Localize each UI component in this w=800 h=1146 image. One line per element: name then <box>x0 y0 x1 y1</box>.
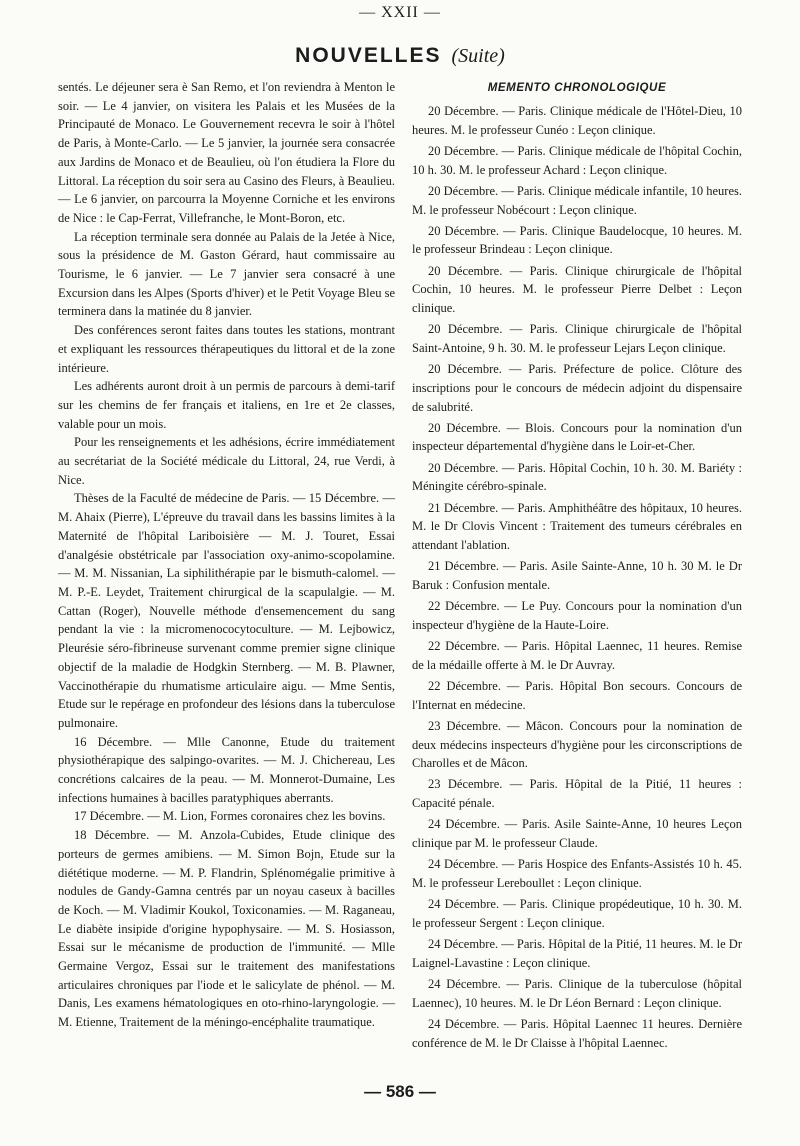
memento-entry: 22 Décembre. — Paris. Hôpital Laennec, 11 heures. Remise de la médaille offerte à M. le Dr Auvray. <box>412 638 742 672</box>
memento-entry: 24 Décembre. — Paris. Clinique propédeutique, 10 h. 30. M. le professeur Sergent : Leçon clinique. <box>412 897 742 930</box>
title-suffix: (Suite) <box>451 45 505 67</box>
memento-entry: 24 Décembre. — Paris. Hôpital Laennec 11 heures. Dernière conférence de M. le Dr Claisse à l'hôpital Laennec. <box>412 1016 742 1050</box>
memento-entry: 20 Décembre. — Paris. Clinique chirurgicale de l'hôpital Saint-Antoine, 9 h. 30. M. le professeur Lejars Leçon clinique. <box>412 322 742 355</box>
memento-entry: 22 Décembre. — Le Puy. Concours pour la nomination d'un inspecteur d'hygiène de la Haute-Loire. <box>412 599 742 632</box>
memento-entry: 21 Décembre. — Paris. Asile Sainte-Anne, 10 h. 30 M. le Dr Baruk : Confusion mentale. <box>412 559 742 592</box>
memento-entry: 24 Décembre. — Paris. Clinique de la tuberculose (hôpital Laennec), 10 heures. M. le Dr Léon Bernard : Leçon clinique. <box>412 976 742 1010</box>
memento-entry: 20 Décembre. — Paris. Clinique chirurgicale de l'hôpital Cochin, 10 heures. M. le professeur Pierre Delbet : Leçon clinique. <box>412 263 742 316</box>
memento-entry: 23 Décembre. — Mâcon. Concours pour la nomination de deux médecins inspecteurs d'hygiène pour les circonscriptions de Charolles et de Mâcon. <box>412 718 742 771</box>
paragraph: 18 Décembre. — M. Anzola-Cubides, Etude clinique des porteurs de germes amibiens. — M. Simon Bojn, Etude sur la diététique moderne. — M. P. Flandrin, Splénomégalie primitive à nodules de Gandy-Gamna centrés par un noyau caseux à bacilles de Koch. — M. Vladimir Koukol, Toxiconamies. — M. Raganeau, Le diabète insipide d'origine hypophysaire. — M. S. Hosiasson, Essai sur le mécanisme de production de l'immunité. — Mlle Germaine Vergoz, Essai sur le traitement des manifestations articulaires chroniques par l'iode et le salicylate de phénol. — M. Danis, Les examens hématologiques en oto-rhino-laryngologie. — M. Etienne, Traitement de la méningo-encéphalite traumatique. <box>58 828 395 1030</box>
left-column <box>58 78 395 1032</box>
title-main: NOUVELLES <box>295 44 442 67</box>
memento-entry: 24 Décembre. — Paris. Hôpital de la Pitié, 11 heures. M. le Dr Laignel-Lavastine : Leçon clinique. <box>412 937 742 970</box>
memento-entry: 24 Décembre. — Paris. Asile Sainte-Anne, 10 heures Leçon clinique par M. le professeur Claude. <box>412 817 742 851</box>
memento-entry: 24 Décembre. — Paris Hospice des Enfants-Assistés 10 h. 45. M. le professeur Lereboullet : Leçon clinique. <box>412 857 742 890</box>
paragraph: La réception terminale sera donnée au Palais de la Jetée à Nice, sous la présidence de M. Gaston Gérard, haut commissaire au Tourisme, le 6 janvier. — Le 7 janvier sera consacré à une Excursion dans les Alpes (Sports d'hiver) et le Petit Voyage Bleu se terminera dans la matinée du 8 janvier. <box>58 229 395 319</box>
memento-entry: 20 Décembre. — Paris. Clinique médicale infantile, 10 heures. M. le professeur Nobécourt : Leçon clinique. <box>412 183 742 217</box>
memento-entry: 20 Décembre. — Paris. Préfecture de police. Clôture des inscriptions pour le concours de médecin adjoint du dispensaire de salubrité. <box>412 362 742 414</box>
memento-entry: 23 Décembre. — Paris. Hôpital de la Pitié, 11 heures : Capacité pénale. <box>412 777 742 811</box>
memento-entry: 20 Décembre. — Paris. Clinique médicale de l'hôpital Cochin, 10 h. 30. M. le professeur Achard : Leçon clinique. <box>412 143 742 177</box>
right-column <box>412 80 742 1055</box>
roman-page-number: — XXII — <box>359 4 441 21</box>
memento-entry: 22 Décembre. — Paris. Hôpital Bon secours. Concours de l'Internat en médecine. <box>412 678 742 712</box>
memento-entry: 21 Décembre. — Paris. Amphithéâtre des hôpitaux, 10 heures. M. le Dr Clovis Vincent : Traitement des tumeurs cérébrales en attendant l'ablation. <box>412 500 742 552</box>
memento-entry: 20 Décembre. — Paris. Clinique médicale de l'Hôtel-Dieu, 10 heures. M. le professeur Cunéo : Leçon clinique. <box>412 104 742 137</box>
paragraph: 17 Décembre. — M. Lion, Formes coronaires chez les bovins. <box>74 809 386 824</box>
memento-entry: 20 Décembre. — Blois. Concours pour la nomination d'un inspecteur départemental d'hygiène dans le Loir-et-Cher. <box>412 420 742 454</box>
paragraph: Pour les renseignements et les adhésions, écrire immédiatement au secrétariat de la Société médicale du Littoral, 24, rue Verdi, à Nice. <box>58 435 395 487</box>
paragraph: Les adhérents auront droit à un permis de parcours à demi-tarif sur les chemins de fer français et italiens, en 1re et 2e classes, valable pour un mois. <box>58 379 395 431</box>
paragraph: 16 Décembre. — Mlle Canonne, Etude du traitement physiothérapique des salpingo-ovarites. — M. J. Chichereau, Les concrétions calcaires de la peau. — M. Monnerot-Dumaine, Les infections humaines à bacilles paratyphiques aberrants. <box>58 734 395 805</box>
paragraph: Des conférences seront faites dans toutes les stations, montrant et expliquant les ressources thérapeutiques du littoral et de la zone intérieure. <box>58 323 395 375</box>
section-title <box>0 44 800 70</box>
memento-entry: 20 Décembre. — Paris. Clinique Baudelocque, 10 heures. M. le professeur Brindeau : Leçon clinique. <box>412 223 742 257</box>
memento-heading: MEMENTO CHRONOLOGIQUE <box>487 82 667 94</box>
memento-entry: 20 Décembre. — Paris. Hôpital Cochin, 10 h. 30. M. Bariéty : Méningite cérébro-spinale. <box>412 460 742 494</box>
paragraph-theses: Thèses de la Faculté de médecine de Paris. — 15 Décembre. — M. Ahaix (Pierre), L'épreuve du travail dans les bassins limites à la Maternité de l'hôpital Lariboisière — M. J. Touret, Essai d'analgésie obstétricale par l'association oxy-animo-scopolamine. — M. M. Nissanian, La siphilithérapie par le bismuth-calomel. — M. P.-E. Leydet, Traitement chirurgical de la scapulalgie. — M. Cattan (Roger), Nouvelle méthode d'ensemencement du sang pendant la vie : la micromenococytoculture. — M. Lejbowicz, Pleurésie séro-fibrineuse survenant comme premier signe clinique objectif de la maladie de Hodgkin Sternberg. — M. B. Plawner, Vaccinothérapie du rhumatisme articulaire aigu. — Mme Sentis, Etude sur le repérage en profondeur des lésions dans la tuberculose pulmonaire. <box>58 491 395 730</box>
page-number: — 586 — <box>364 1082 436 1101</box>
paragraph: sentés. Le déjeuner sera è San Remo, et l'on reviendra à Menton le soir. — Le 4 janvier, on visitera les Palais et les Musées de la Principauté de Monaco. Le Gouvernement recevra le soir à l'hôtel de Paris, à Monte-Carlo. — Le 5 janvier, la journée sera consacrée aux Jardins de Monaco et de Beaulieu, où l'on étudiera la Flore du Littoral. La réception du soir sera au Casino des Fleurs, à Beaulieu. — Le 6 janvier, on parcourra la Moyenne Corniche et les environs de Nice : le Cap-Ferrat, Villefranche, le Mont-Boron, etc. <box>58 80 395 225</box>
